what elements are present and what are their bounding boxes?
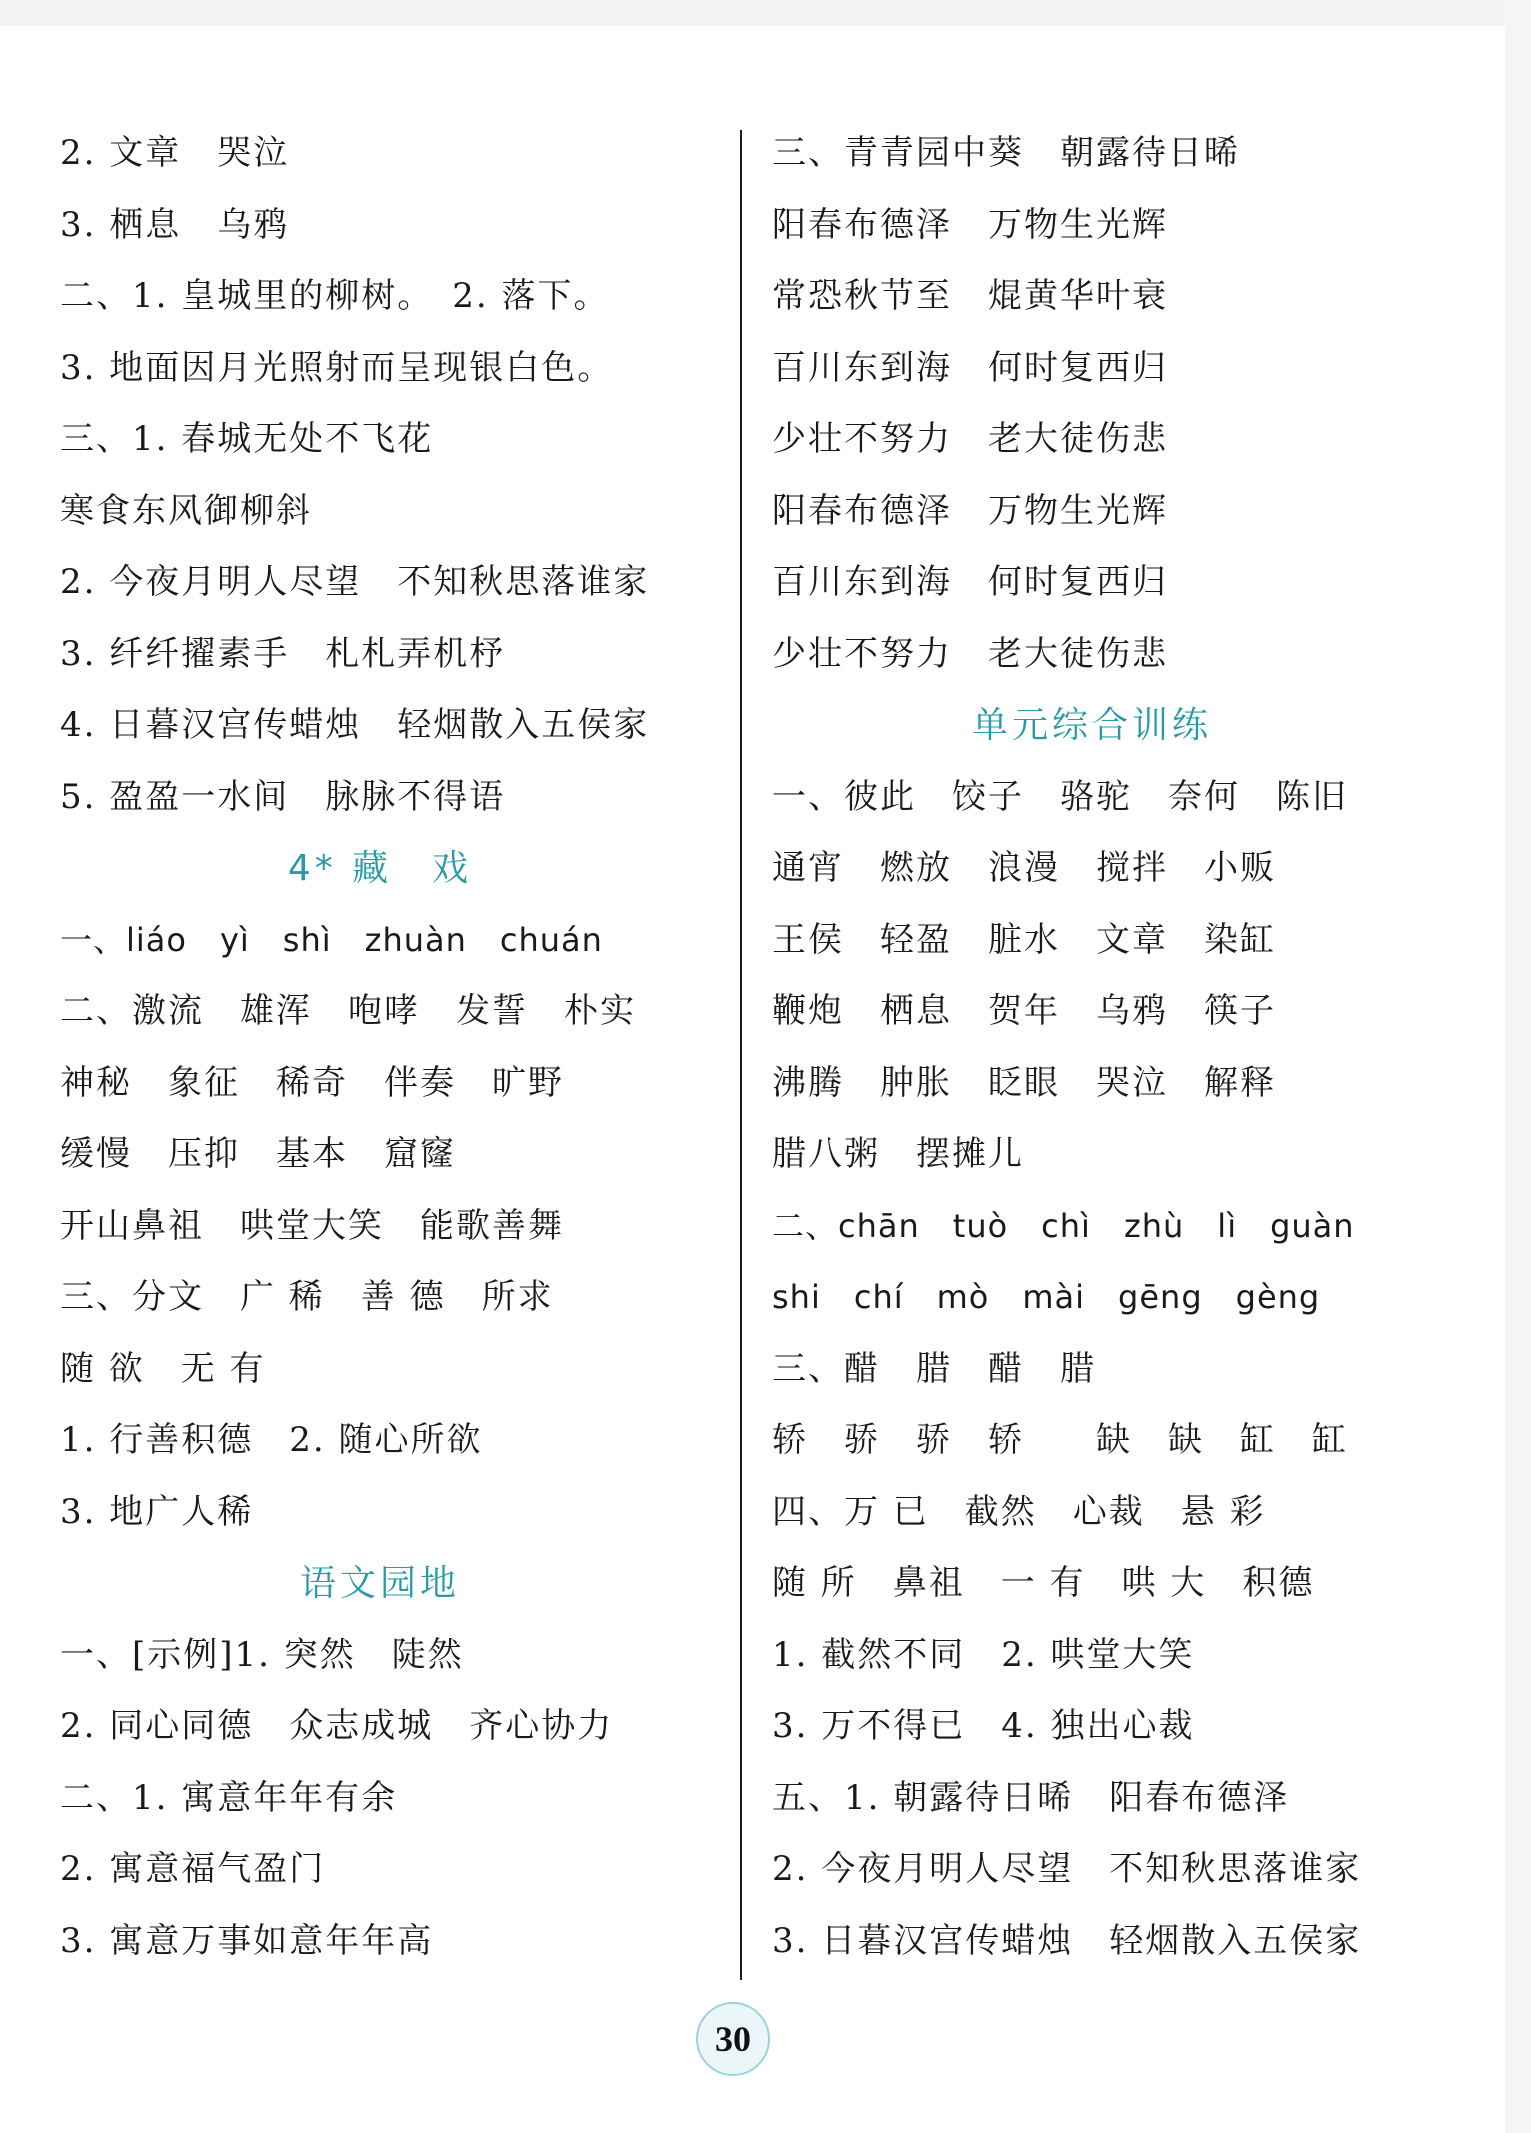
answer-line: 随 欲 无 有 (60, 1348, 266, 1389)
answer-line: 3. 寓意万事如意年年高 (60, 1920, 434, 1961)
page-top-edge (0, 0, 1531, 26)
pinyin-answer-line: 一、liáo yì shì zhuàn chuán (60, 920, 603, 959)
answer-line: 3. 地广人稀 (60, 1491, 254, 1532)
answer-line: 开山鼻祖 哄堂大笑 能歌善舞 (60, 1205, 564, 1246)
answer-line: 1. 截然不同 2. 哄堂大笑 (772, 1634, 1195, 1675)
answer-line: 三、1. 春城无处不飞花 (60, 419, 434, 459)
pinyin-answer-line: shi chí mò mài gēng gèng (772, 1278, 1321, 1316)
answer-line: 鞭炮 栖息 贺年 乌鸦 筷子 (772, 991, 1276, 1031)
answer-line: 四、万 已 截然 心裁 悬 彩 (772, 1491, 1266, 1532)
answer-line: 一、彼此 饺子 骆驼 奈何 陈旧 (772, 776, 1348, 817)
answer-line: 少壮不努力 老大徒伤悲 (772, 419, 1168, 459)
column-divider (740, 130, 742, 1980)
section-heading: 语文园地 (299, 1563, 460, 1604)
pinyin-answer-line: 二、chān tuò chì zhù lì guàn (772, 1206, 1355, 1245)
answer-line: 3. 纤纤擢素手 札札弄机杼 (60, 633, 506, 674)
page-right-edge (1505, 0, 1531, 2133)
right-column (772, 118, 1412, 1977)
answer-line: 1. 行善积德 2. 随心所欲 (60, 1420, 483, 1460)
section-heading: 4* 藏 戏 (287, 848, 473, 889)
answer-line: 轿 骄 骄 轿 缺 缺 缸 缸 (772, 1420, 1348, 1460)
answer-line: 3. 万不得已 4. 独出心裁 (772, 1706, 1195, 1746)
answer-line: 3. 栖息 乌鸦 (60, 204, 290, 245)
answer-line: 二、1. 皇城里的柳树。 2. 落下。 (60, 276, 610, 316)
answer-line: 5. 盈盈一水间 脉脉不得语 (60, 776, 506, 817)
answer-line: 2. 寓意福气盈门 (60, 1849, 326, 1889)
left-column (60, 118, 700, 1977)
answer-line: 阳春布德泽 万物生光辉 (772, 204, 1168, 245)
answer-line: 百川东到海 何时复西归 (772, 562, 1168, 602)
answer-line: 随 所 鼻祖 一 有 哄 大 积德 (772, 1563, 1315, 1603)
answer-line: 2. 同心同德 众志成城 齐心协力 (60, 1706, 614, 1746)
answer-line: 王侯 轻盈 脏水 文章 染缸 (772, 919, 1276, 960)
answer-line: 五、1. 朝露待日晞 阳春布德泽 (772, 1777, 1290, 1818)
answer-line: 沸腾 肿胀 眨眼 哭泣 解释 (772, 1062, 1276, 1103)
answer-line: 常恐秋节至 焜黄华叶衰 (772, 276, 1168, 316)
answer-line: 缓慢 压抑 基本 窟窿 (60, 1134, 456, 1174)
answer-line: 腊八粥 摆摊儿 (772, 1134, 1024, 1174)
answer-line: 少壮不努力 老大徒伤悲 (772, 633, 1168, 674)
answer-line: 阳春布德泽 万物生光辉 (772, 490, 1168, 531)
page-number: 30 (696, 2002, 770, 2076)
answer-line: 百川东到海 何时复西归 (772, 347, 1168, 388)
answer-line: 二、1. 寓意年年有余 (60, 1777, 398, 1818)
answer-line: 三、醋 腊 醋 腊 (772, 1348, 1096, 1389)
answer-line: 2. 今夜月明人尽望 不知秋思落谁家 (772, 1849, 1362, 1889)
answer-line: 一、[示例]1. 突然 陡然 (60, 1634, 464, 1675)
answer-line: 三、分文 广 稀 善 德 所求 (60, 1277, 554, 1317)
answer-line: 通宵 燃放 浪漫 搅拌 小贩 (772, 848, 1276, 888)
answer-line: 2. 今夜月明人尽望 不知秋思落谁家 (60, 562, 650, 602)
answer-line: 神秘 象征 稀奇 伴奏 旷野 (60, 1062, 564, 1103)
answer-line: 二、激流 雄浑 咆哮 发誓 朴实 (60, 991, 636, 1031)
section-heading: 单元综合训练 (971, 705, 1212, 746)
answer-line: 3. 日暮汉宫传蜡烛 轻烟散入五侯家 (772, 1920, 1362, 1961)
answer-line: 3. 地面因月光照射而呈现银白色。 (60, 347, 614, 388)
answer-line: 寒食东风御柳斜 (60, 490, 312, 531)
answer-line: 2. 文章 哭泣 (60, 133, 290, 173)
answer-line: 三、青青园中葵 朝露待日晞 (772, 133, 1240, 173)
answer-line: 4. 日暮汉宫传蜡烛 轻烟散入五侯家 (60, 705, 650, 745)
